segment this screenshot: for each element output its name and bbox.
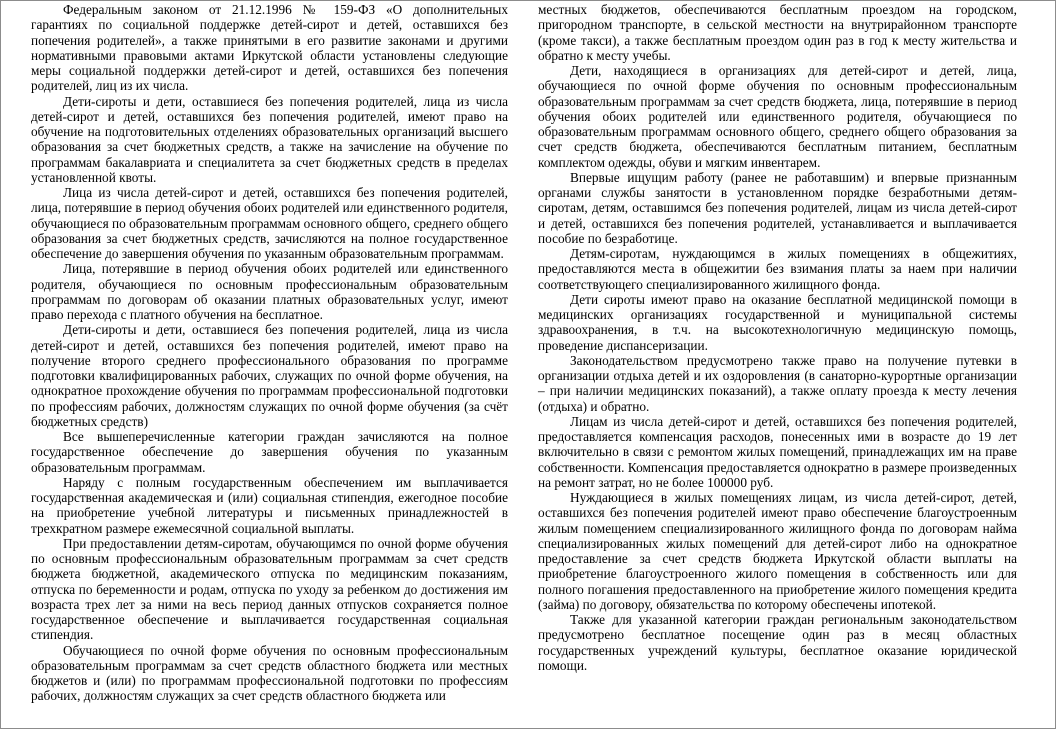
paragraph-higher-education: Дети-сироты и дети, оставшиеся без попечения родителей, лица из числа детей-сирот и детей, оставшихся без попечения родителей, имеют право на обучение на подготовительных отделениях образовательных организаций высшего образования за счет бюджетных средств, а также на зачисление на обучение по программам бакалавриата и специалитета за счет бюджетных средств в пределах установленной квоты. [31, 93, 508, 185]
paragraph-recreation-voucher: Законодательством предусмотрено также право на получение путевки в организации отдыха детей и их оздоровления (в санаторно-курортные организации – при наличии медицинских показаний), а также оплату проезда к месту лечения (отдыха) и обратно. [538, 352, 1017, 414]
paragraph-free-transport-continuation: местных бюджетов, обеспечиваются бесплатным проездом на городском, пригородном транспорте, в сельской местности на внутрирайонном транспорте (кроме такси), а также бесплатным проездом один раз в год к месту жительства и обратно к месту учебы. [538, 2, 1017, 63]
paragraph-culture-legal-aid: Также для указанной категории граждан региональным законодательством предусмотрено бесплатное посещение один раз в месяц областных государственных учреждений культуры, бесплатное оказание юридической помощи. [538, 612, 1017, 673]
paragraph-second-vocational-education: Дети-сироты и дети, оставшиеся без попечения родителей, лица из числа детей-сирот и детей, оставшихся без попечения родителей, имеют право на получение второго среднего профессионального образования по программе подготовки квалифицированных рабочих, служащих по очной форме обучения, на однократное прохождение обучения по программам профессиональной подготовки по профессиям рабочих, должностям служащих по очной форме обучения (за счёт бюджетных средств) [31, 322, 508, 429]
paragraph-repair-compensation: Лицам из числа детей-сирот и детей, оставшихся без попечения родителей, предоставляется компенсация расходов, понесенных ими в возрасте до 19 лет включительно в связи с ремонтом жилых помещений, принадлежащих им на праве собственности. Компенсация предоставляется однократно в размере произведенных на ремонт затрат, но не более 100000 руб. [538, 413, 1017, 490]
paragraph-federal-law: Федеральным законом от 21.12.1996 № 159-ФЗ «О дополнительных гарантиях по социальной поддержке детей-сирот и детей, оставшихся без попечения родителей», а также принятыми в его развитие законами и другими нормативными правовыми актами Иркутской области установлены следующие меры социальной поддержки детей-сирот и детей, оставшихся без попечения родителей, лиц из их числа. [31, 2, 508, 94]
paragraph-unemployment-benefit: Впервые ищущим работу (ранее не работавшим) и впервые признанным органами службы занятости в установленном порядке безработными детям-сиротам, детям, оставшимся без попечения родителей, лицам из числа детей-сирот и детей, оставшихся без попечения родителей, устанавливается и выплачивается пособие по безработице. [538, 169, 1017, 246]
paragraph-housing: Нуждающиеся в жилых помещениях лицам, из числа детей-сирот, детей, оставшихся без попечения родителей имеют право обеспечение благоустроенным жилым помещением специализированного жилищного фонда по договорам найма специализированных жилых помещений для детей-сирот либо на однократное предоставление за счет средств бюджета Иркутской области выплаты на приобретение благоустроенного жилого помещения в собственность или для полного погашения предоставленного на приобретение жилого помещения кредита (займа) по договору, обязательства по которому обеспечены ипотекой. [538, 490, 1017, 612]
paragraph-stipend: Наряду с полным государственным обеспечением им выплачивается государственная академическая и (или) социальная стипендия, ежегодное пособие на приобретение учебной литературы и письменных принадлежностей в трехкратном размере ежемесячной социальной выплаты. [31, 474, 508, 536]
paragraph-free-meals-clothing: Дети, находящиеся в организациях для детей-сирот и детей, лица, обучающиеся по очной форме обучения по основным профессиональным образовательным программам за счет средств бюджета, лица, потерявшие в период обучения обоих родителей или единственного родителя, обучающиеся по образовательным программам основного общего, среднего общего образования за счет средств бюджета, обеспечиваются бесплатным питанием, бесплатным комплектом одежды, обуви и мягким инвентарем. [538, 63, 1017, 170]
paragraph-paid-to-free-transfer: Лица, потерявшие в период обучения обоих родителей или единственного родителя, обучающиеся по основным профессиональным образовательным программам по договорам об оказании платных образовательных услуг, имеют право перехода с платного обучения на бесплатное. [31, 261, 508, 322]
paragraph-medical-care: Дети сироты имеют право на оказание бесплатной медицинской помощи в медицинских организациях государственной и муниципальной системы здравоохранения, в т.ч. на высокотехнологичную медицинскую помощь, проведение диспансеризации. [538, 291, 1017, 353]
paragraph-full-state-support: Лица из числа детей-сирот и детей, оставшихся без попечения родителей, лица, потерявшие в период обучения обоих родителей или единственного родителя, обучающиеся по образовательным программам основного общего, среднего общего образования за счет бюджетных средств, зачисляются на полное государственное обеспечение до завершения обучения по указанным образовательным программам. [31, 185, 508, 261]
paragraph-dormitory: Детям-сиротам, нуждающимся в жилых помещениях в общежитиях, предоставляются места в общежитии без взимания платы за наем при наличии соответствующего специализированного жилищного фонда. [538, 246, 1017, 292]
paragraph-enrollment: Все вышеперечисленные категории граждан зачисляются на полное государственное обеспечение до завершения обучения по указанным образовательным программам. [31, 429, 508, 475]
left-column [31, 2, 508, 704]
paragraph-academic-leave: При предоставлении детям-сиротам, обучающимся по очной форме обучения по основным профессиональным образовательным программам за счет средств бюджета бюджетной, академического отпуска по медицинским показаниям, отпуска по беременности и родам, отпуска по уходу за ребенком до достижения им возраста трех лет за ними на весь период данных отпусков сохраняется полное государственное обеспечение и выплачивается государственная социальная стипендия. [31, 535, 508, 643]
paragraph-free-transport: Обучающиеся по очной форме обучения по основным профессиональным образовательным программам за счет средств областного бюджета или местных бюджетов и (или) по программам профессиональной подготовки по профессиям рабочих, должностям служащих за счет средств областного бюджета или [31, 642, 508, 704]
right-column [538, 2, 1017, 673]
